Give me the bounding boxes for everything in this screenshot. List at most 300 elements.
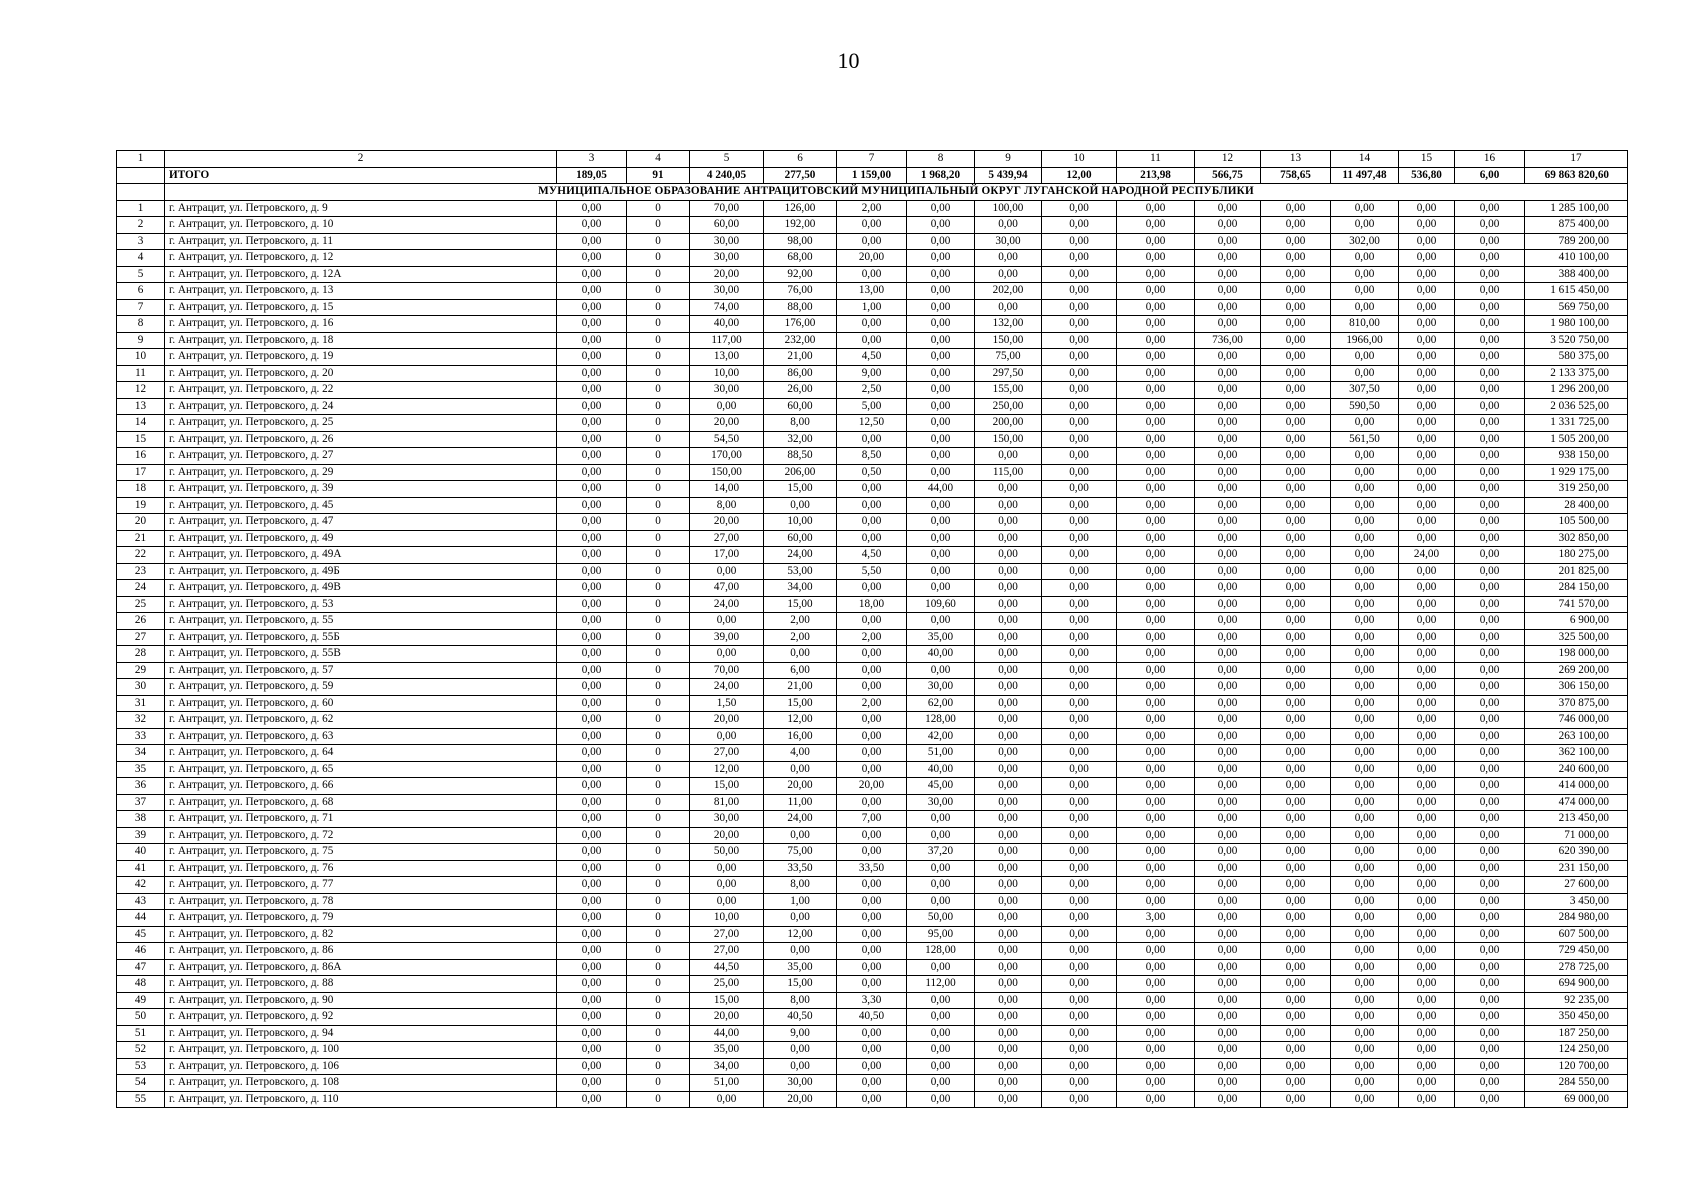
table-cell: 263 100,00 bbox=[1525, 728, 1628, 745]
table-cell: 9 bbox=[975, 151, 1042, 168]
table-cell: 27,00 bbox=[690, 943, 764, 960]
table-cell: 0,00 bbox=[1455, 646, 1525, 663]
table-cell: 0,00 bbox=[1195, 217, 1261, 234]
table-cell: 0,00 bbox=[907, 464, 975, 481]
table-cell: 0,00 bbox=[975, 794, 1042, 811]
table-cell: 120 700,00 bbox=[1525, 1058, 1628, 1075]
table-cell: 20,00 bbox=[764, 1091, 837, 1108]
table-row bbox=[117, 431, 1628, 448]
table-cell: 0,00 bbox=[837, 1058, 907, 1075]
table-cell: 0,00 bbox=[1331, 662, 1399, 679]
table-cell: 0,00 bbox=[1117, 745, 1195, 762]
table-cell: 0,00 bbox=[1455, 943, 1525, 960]
table-cell: 0,00 bbox=[837, 1091, 907, 1108]
table-cell: 2,00 bbox=[764, 629, 837, 646]
table-cell: 0,00 bbox=[975, 844, 1042, 861]
table-cell: 16 bbox=[1455, 151, 1525, 168]
table-cell: 0,00 bbox=[1042, 728, 1117, 745]
table-cell: 789 200,00 bbox=[1525, 233, 1628, 250]
table-cell: 12,00 bbox=[764, 712, 837, 729]
table-cell: 0,00 bbox=[837, 679, 907, 696]
table-cell: 27,00 bbox=[690, 530, 764, 547]
table-cell: 0,00 bbox=[837, 794, 907, 811]
table-cell: г. Антрацит, ул. Петровского, д. 13 bbox=[165, 283, 557, 300]
table-cell: 4,50 bbox=[837, 349, 907, 366]
table-cell: 0,00 bbox=[1331, 794, 1399, 811]
table-cell: 0,00 bbox=[975, 695, 1042, 712]
table-cell: 30,00 bbox=[764, 1075, 837, 1092]
table-row bbox=[117, 877, 1628, 894]
table-row bbox=[117, 250, 1628, 267]
table-cell: 0,00 bbox=[1261, 629, 1331, 646]
table-cell: 0,00 bbox=[1042, 811, 1117, 828]
table-cell: 189,05 bbox=[557, 167, 627, 184]
table-cell: 0,00 bbox=[907, 827, 975, 844]
table-cell: 0,00 bbox=[1399, 1042, 1455, 1059]
table-cell: 0,00 bbox=[1195, 943, 1261, 960]
table-cell: 0,00 bbox=[1455, 1042, 1525, 1059]
table-cell: 0,00 bbox=[557, 679, 627, 696]
table-cell: 0,00 bbox=[907, 662, 975, 679]
table-cell: 50 bbox=[117, 1009, 165, 1026]
table-cell: 0,00 bbox=[1042, 992, 1117, 1009]
table-cell: 0,00 bbox=[1331, 217, 1399, 234]
table-cell: 3 bbox=[117, 233, 165, 250]
table-cell: 30,00 bbox=[690, 811, 764, 828]
table-cell bbox=[117, 167, 165, 184]
table-cell: 0,00 bbox=[690, 398, 764, 415]
table-cell: 39,00 bbox=[690, 629, 764, 646]
table-cell: 302 850,00 bbox=[1525, 530, 1628, 547]
table-cell: 36 bbox=[117, 778, 165, 795]
table-cell: 14 bbox=[117, 415, 165, 432]
table-cell: 0,00 bbox=[1331, 497, 1399, 514]
table-cell: 0,00 bbox=[557, 992, 627, 1009]
table-cell: 0,00 bbox=[1117, 679, 1195, 696]
table-cell: 0,00 bbox=[1399, 283, 1455, 300]
table-cell: 0,00 bbox=[1455, 629, 1525, 646]
table-cell: 0,00 bbox=[1399, 794, 1455, 811]
table-cell: 35,00 bbox=[907, 629, 975, 646]
table-cell: 34,00 bbox=[690, 1058, 764, 1075]
table-cell: 0,00 bbox=[1455, 728, 1525, 745]
table-cell: 1 968,20 bbox=[907, 167, 975, 184]
table-cell: 24,00 bbox=[764, 547, 837, 564]
table-cell: 5,00 bbox=[837, 398, 907, 415]
table-cell: 0,00 bbox=[557, 827, 627, 844]
table-cell: 0,00 bbox=[1399, 844, 1455, 861]
table-cell: 180 275,00 bbox=[1525, 547, 1628, 564]
table-cell: 13 bbox=[1261, 151, 1331, 168]
table-cell: 0,00 bbox=[975, 943, 1042, 960]
table-cell: 0,00 bbox=[1261, 448, 1331, 465]
table-cell: 0,00 bbox=[837, 926, 907, 943]
table-row bbox=[117, 1091, 1628, 1108]
table-cell: 0 bbox=[627, 299, 690, 316]
table-cell: 0,00 bbox=[1399, 365, 1455, 382]
table-cell: 0,00 bbox=[1195, 382, 1261, 399]
table-row bbox=[117, 547, 1628, 564]
table-cell: ИТОГО bbox=[165, 167, 557, 184]
table-cell: 0,00 bbox=[1261, 398, 1331, 415]
table-cell: 0,00 bbox=[1455, 877, 1525, 894]
table-cell: 4 bbox=[627, 151, 690, 168]
table-cell: 15,00 bbox=[690, 778, 764, 795]
table-cell: 201 825,00 bbox=[1525, 563, 1628, 580]
table-cell: 0,00 bbox=[1195, 349, 1261, 366]
table-cell: 0,00 bbox=[1195, 547, 1261, 564]
table-cell: 0,00 bbox=[1195, 431, 1261, 448]
table-cell: 26,00 bbox=[764, 382, 837, 399]
table-cell: 128,00 bbox=[907, 712, 975, 729]
table-cell: 7 bbox=[117, 299, 165, 316]
table-cell: 0,00 bbox=[907, 811, 975, 828]
table-cell: 0 bbox=[627, 1025, 690, 1042]
table-cell: 0,00 bbox=[1455, 266, 1525, 283]
table-cell: г. Антрацит, ул. Петровского, д. 49 bbox=[165, 530, 557, 547]
table-cell: 0,00 bbox=[1331, 200, 1399, 217]
table-cell: 0,00 bbox=[1195, 679, 1261, 696]
table-cell: г. Антрацит, ул. Петровского, д. 106 bbox=[165, 1058, 557, 1075]
table-cell: 269 200,00 bbox=[1525, 662, 1628, 679]
table-cell: 0,00 bbox=[1399, 877, 1455, 894]
table-cell: 40,00 bbox=[907, 761, 975, 778]
table-cell: 30,00 bbox=[690, 283, 764, 300]
table-cell: 0 bbox=[627, 316, 690, 333]
table-cell: 0,00 bbox=[1399, 992, 1455, 1009]
table-cell: 10,00 bbox=[690, 365, 764, 382]
table-cell: 0,00 bbox=[1399, 976, 1455, 993]
table-row bbox=[117, 365, 1628, 382]
section-title-row bbox=[117, 184, 1628, 201]
table-cell: 0,00 bbox=[1117, 200, 1195, 217]
table-row bbox=[117, 1025, 1628, 1042]
table-cell: 0,00 bbox=[1455, 233, 1525, 250]
table-cell: 88,00 bbox=[764, 299, 837, 316]
table-cell: 0,00 bbox=[1042, 1091, 1117, 1108]
table-cell: 0,00 bbox=[1399, 349, 1455, 366]
table-cell: 0,00 bbox=[1195, 415, 1261, 432]
table-cell: 54 bbox=[117, 1075, 165, 1092]
table-cell: 0,00 bbox=[837, 728, 907, 745]
table-cell: г. Антрацит, ул. Петровского, д. 62 bbox=[165, 712, 557, 729]
table-cell: 0,00 bbox=[1261, 283, 1331, 300]
table-cell: 0,00 bbox=[1261, 778, 1331, 795]
table-cell: 0,00 bbox=[837, 1025, 907, 1042]
table-cell: г. Антрацит, ул. Петровского, д. 16 bbox=[165, 316, 557, 333]
table-cell: 0,00 bbox=[1195, 844, 1261, 861]
table-cell: 0,00 bbox=[1195, 712, 1261, 729]
table-cell: 0,00 bbox=[1331, 976, 1399, 993]
table-cell: 0,00 bbox=[1399, 646, 1455, 663]
table-cell: 0,00 bbox=[975, 910, 1042, 927]
table-cell: г. Антрацит, ул. Петровского, д. 77 bbox=[165, 877, 557, 894]
table-cell: 0,00 bbox=[557, 910, 627, 927]
table-cell: 0,00 bbox=[1042, 596, 1117, 613]
table-cell: 0 bbox=[627, 398, 690, 415]
table-cell: 0,00 bbox=[837, 761, 907, 778]
table-cell: 0,00 bbox=[1455, 1091, 1525, 1108]
table-cell: 0,00 bbox=[975, 1058, 1042, 1075]
table-cell: 0,00 bbox=[1261, 563, 1331, 580]
table-row bbox=[117, 1042, 1628, 1059]
table-cell: 0,00 bbox=[1117, 877, 1195, 894]
table-cell: 1,00 bbox=[837, 299, 907, 316]
table-cell: 0,00 bbox=[1042, 1058, 1117, 1075]
table-cell: 0,00 bbox=[557, 1058, 627, 1075]
table-cell: 0,00 bbox=[1117, 415, 1195, 432]
table-cell: 15,00 bbox=[764, 596, 837, 613]
table-cell: 115,00 bbox=[975, 464, 1042, 481]
table-cell: 0 bbox=[627, 926, 690, 943]
table-cell: 32 bbox=[117, 712, 165, 729]
table-cell: 0,00 bbox=[1399, 943, 1455, 960]
table-cell: 0,00 bbox=[1261, 794, 1331, 811]
table-cell: 0,00 bbox=[1261, 530, 1331, 547]
table-cell: 0,00 bbox=[1117, 1058, 1195, 1075]
table-cell: 0,00 bbox=[907, 877, 975, 894]
table-cell: 0,00 bbox=[1195, 811, 1261, 828]
table-cell: 0,00 bbox=[1117, 283, 1195, 300]
table-cell: 0,00 bbox=[1042, 646, 1117, 663]
table-cell: 0,00 bbox=[1455, 448, 1525, 465]
table-cell: 1 505 200,00 bbox=[1525, 431, 1628, 448]
table-cell: 0,00 bbox=[1117, 959, 1195, 976]
table-cell: 0,00 bbox=[1455, 398, 1525, 415]
table-cell: 0,00 bbox=[1117, 580, 1195, 597]
table-cell: 0,00 bbox=[975, 811, 1042, 828]
table-cell: 0,50 bbox=[837, 464, 907, 481]
table-row bbox=[117, 811, 1628, 828]
table-cell: 0,00 bbox=[1042, 332, 1117, 349]
table-cell: 0,00 bbox=[1261, 200, 1331, 217]
table-cell: 27 600,00 bbox=[1525, 877, 1628, 894]
table-cell: 0,00 bbox=[1261, 695, 1331, 712]
table-cell: 8 bbox=[907, 151, 975, 168]
table-cell: 0,00 bbox=[1455, 1009, 1525, 1026]
table-cell: 0,00 bbox=[1117, 1042, 1195, 1059]
table-cell: 20,00 bbox=[690, 415, 764, 432]
table-cell: 0,00 bbox=[1399, 613, 1455, 630]
page-number: 10 bbox=[837, 48, 860, 73]
table-cell: 0,00 bbox=[1261, 266, 1331, 283]
table-cell: 20,00 bbox=[690, 514, 764, 531]
table-cell: 0,00 bbox=[975, 646, 1042, 663]
table-row bbox=[117, 580, 1628, 597]
table-cell: 30,00 bbox=[907, 679, 975, 696]
table-cell: г. Антрацит, ул. Петровского, д. 12А bbox=[165, 266, 557, 283]
table-row bbox=[117, 695, 1628, 712]
table-cell: 0 bbox=[627, 778, 690, 795]
table-cell: 0,00 bbox=[1117, 629, 1195, 646]
table-cell: 536,80 bbox=[1399, 167, 1455, 184]
table-cell: 0,00 bbox=[764, 943, 837, 960]
table-cell: 0,00 bbox=[1399, 1009, 1455, 1026]
table-cell: 198 000,00 bbox=[1525, 646, 1628, 663]
table-cell: 12,50 bbox=[837, 415, 907, 432]
table-row bbox=[117, 332, 1628, 349]
table-cell: 0,00 bbox=[837, 893, 907, 910]
table-cell: г. Антрацит, ул. Петровского, д. 27 bbox=[165, 448, 557, 465]
table-cell: 0,00 bbox=[907, 1058, 975, 1075]
table-cell: 0,00 bbox=[1399, 629, 1455, 646]
table-cell: 0,00 bbox=[1331, 547, 1399, 564]
table-cell: 736,00 bbox=[1195, 332, 1261, 349]
table-cell: 0,00 bbox=[557, 1009, 627, 1026]
table-cell: 0,00 bbox=[1195, 481, 1261, 498]
table-cell: 0,00 bbox=[1455, 217, 1525, 234]
table-cell: 0,00 bbox=[1261, 1042, 1331, 1059]
table-cell: г. Антрацит, ул. Петровского, д. 26 bbox=[165, 431, 557, 448]
table-cell: 0,00 bbox=[1455, 827, 1525, 844]
table-cell: 0,00 bbox=[975, 959, 1042, 976]
table-cell: 98,00 bbox=[764, 233, 837, 250]
table-cell: 0,00 bbox=[1331, 250, 1399, 267]
table-cell: 0,00 bbox=[907, 893, 975, 910]
table-cell: 0,00 bbox=[1331, 580, 1399, 597]
table-cell: 0,00 bbox=[1195, 365, 1261, 382]
table-cell: 0,00 bbox=[1117, 646, 1195, 663]
table-cell: 16 bbox=[117, 448, 165, 465]
table-cell: 0,00 bbox=[1261, 514, 1331, 531]
table-cell: 0,00 bbox=[1117, 233, 1195, 250]
table-cell: 0,00 bbox=[557, 893, 627, 910]
table-cell: 150,00 bbox=[975, 431, 1042, 448]
table-cell: 297,50 bbox=[975, 365, 1042, 382]
table-cell: 277,50 bbox=[764, 167, 837, 184]
table-cell: 25,00 bbox=[690, 976, 764, 993]
table-cell: 24 bbox=[117, 580, 165, 597]
table-cell: 3 520 750,00 bbox=[1525, 332, 1628, 349]
table-cell: 0,00 bbox=[837, 712, 907, 729]
table-cell: 4,50 bbox=[837, 547, 907, 564]
table-cell: 0,00 bbox=[1117, 316, 1195, 333]
table-cell: 0,00 bbox=[907, 1025, 975, 1042]
table-cell: 0,00 bbox=[837, 580, 907, 597]
table-cell: 0 bbox=[627, 481, 690, 498]
table-cell: 278 725,00 bbox=[1525, 959, 1628, 976]
table-cell: 0,00 bbox=[1455, 365, 1525, 382]
table-cell: г. Антрацит, ул. Петровского, д. 49Б bbox=[165, 563, 557, 580]
table-cell: 38 bbox=[117, 811, 165, 828]
table-cell: 0,00 bbox=[1261, 860, 1331, 877]
table-cell: 0,00 bbox=[1399, 217, 1455, 234]
table-cell: 0,00 bbox=[1117, 662, 1195, 679]
table-cell: 34,00 bbox=[764, 580, 837, 597]
table-cell: 0,00 bbox=[1331, 679, 1399, 696]
table-cell: 0,00 bbox=[975, 778, 1042, 795]
table-cell: 0,00 bbox=[1117, 811, 1195, 828]
table-cell: 0,00 bbox=[1042, 827, 1117, 844]
table-cell: 0,00 bbox=[907, 283, 975, 300]
table-cell: 0,00 bbox=[907, 514, 975, 531]
table-cell: 0,00 bbox=[1455, 514, 1525, 531]
table-cell: 2,00 bbox=[764, 613, 837, 630]
table-cell: 0,00 bbox=[1117, 943, 1195, 960]
table-cell: 0,00 bbox=[907, 580, 975, 597]
table-cell: г. Антрацит, ул. Петровского, д. 79 bbox=[165, 910, 557, 927]
table-cell: 0,00 bbox=[1399, 514, 1455, 531]
table-cell: 0,00 bbox=[557, 745, 627, 762]
table-cell: 0,00 bbox=[1399, 448, 1455, 465]
table-cell: 0,00 bbox=[1042, 761, 1117, 778]
table-cell: 0,00 bbox=[1261, 728, 1331, 745]
table-cell: 325 500,00 bbox=[1525, 629, 1628, 646]
table-cell: 0,00 bbox=[975, 563, 1042, 580]
table-cell: 0,00 bbox=[907, 448, 975, 465]
table-cell: 0,00 bbox=[1455, 695, 1525, 712]
table-cell: 132,00 bbox=[975, 316, 1042, 333]
table-cell: 53 bbox=[117, 1058, 165, 1075]
table-cell: 0,00 bbox=[1261, 992, 1331, 1009]
table-cell: 388 400,00 bbox=[1525, 266, 1628, 283]
table-cell: 74,00 bbox=[690, 299, 764, 316]
table-cell: 75,00 bbox=[975, 349, 1042, 366]
table-cell: 0,00 bbox=[1399, 712, 1455, 729]
table-cell: 0,00 bbox=[1399, 497, 1455, 514]
table-cell: г. Антрацит, ул. Петровского, д. 10 bbox=[165, 217, 557, 234]
table-cell: 0 bbox=[627, 646, 690, 663]
table-cell: 0,00 bbox=[1195, 1009, 1261, 1026]
table-cell: 0,00 bbox=[557, 464, 627, 481]
table-cell: 0,00 bbox=[1331, 596, 1399, 613]
table-cell: г. Антрацит, ул. Петровского, д. 86 bbox=[165, 943, 557, 960]
table-cell: 0,00 bbox=[1261, 1025, 1331, 1042]
table-cell: 53,00 bbox=[764, 563, 837, 580]
table-cell: 0,00 bbox=[975, 1075, 1042, 1092]
table-cell: 240 600,00 bbox=[1525, 761, 1628, 778]
table-cell: 20 bbox=[117, 514, 165, 531]
table-cell: 0,00 bbox=[1455, 778, 1525, 795]
table-row bbox=[117, 646, 1628, 663]
table-cell: 24,00 bbox=[690, 679, 764, 696]
table-cell: 0,00 bbox=[1117, 398, 1195, 415]
table-cell: 42,00 bbox=[907, 728, 975, 745]
table-cell: 0,00 bbox=[1399, 464, 1455, 481]
table-cell: 0,00 bbox=[1455, 283, 1525, 300]
table-cell: 0,00 bbox=[975, 976, 1042, 993]
table-cell: 0,00 bbox=[1117, 547, 1195, 564]
table-row bbox=[117, 1075, 1628, 1092]
table-cell: 0,00 bbox=[1117, 299, 1195, 316]
table-cell: 0,00 bbox=[1455, 530, 1525, 547]
table-cell: 0,00 bbox=[764, 761, 837, 778]
table-cell: 28 400,00 bbox=[1525, 497, 1628, 514]
table-cell: 0,00 bbox=[557, 794, 627, 811]
table-cell: 0 bbox=[627, 217, 690, 234]
table-cell: 0,00 bbox=[1195, 514, 1261, 531]
table-cell: 30,00 bbox=[690, 233, 764, 250]
table-cell: 68,00 bbox=[764, 250, 837, 267]
table-cell: 0,00 bbox=[1117, 497, 1195, 514]
table-cell: 100,00 bbox=[975, 200, 1042, 217]
table-row bbox=[117, 398, 1628, 415]
table-cell: 0,00 bbox=[690, 728, 764, 745]
table-cell: 0,00 bbox=[975, 1042, 1042, 1059]
table-cell: 0,00 bbox=[1261, 580, 1331, 597]
table-cell: 0,00 bbox=[975, 481, 1042, 498]
table-cell: 33,50 bbox=[764, 860, 837, 877]
table-cell: 0,00 bbox=[1331, 827, 1399, 844]
table-cell: 0,00 bbox=[975, 514, 1042, 531]
table-cell: 0,00 bbox=[1195, 250, 1261, 267]
table-cell: 1 159,00 bbox=[837, 167, 907, 184]
table-cell: 3,00 bbox=[1117, 910, 1195, 927]
table-cell: 8,00 bbox=[690, 497, 764, 514]
table-body bbox=[117, 151, 1628, 1108]
table-cell: 0,00 bbox=[1117, 778, 1195, 795]
table-cell: 12,00 bbox=[690, 761, 764, 778]
